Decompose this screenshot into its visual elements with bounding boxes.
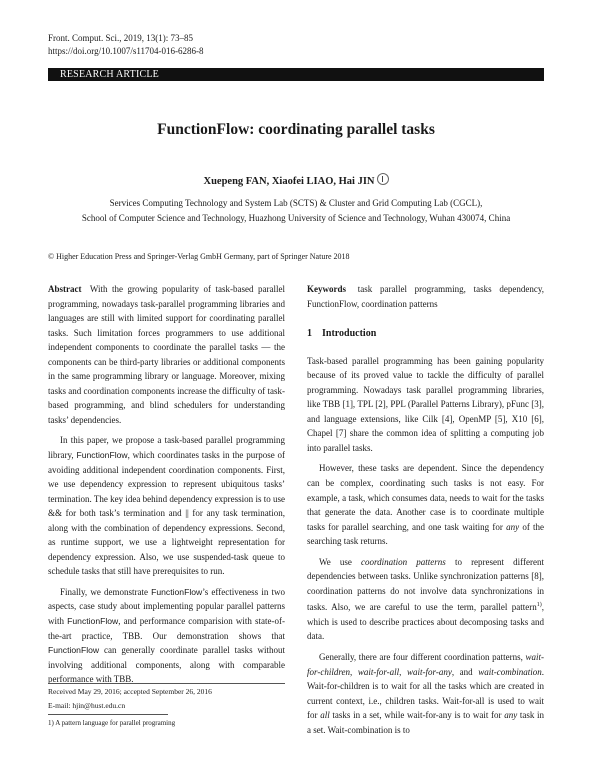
footnote-1: 1) A pattern language for parallel programing xyxy=(48,719,176,727)
orcid-icon[interactable] xyxy=(377,173,389,185)
article-type-banner xyxy=(48,68,544,81)
keywords-label: Keywords xyxy=(307,284,346,294)
author-list xyxy=(0,173,592,187)
intro-paragraph-1: Task-based parallel programming has been gaining popularity because of its proved value to tackle the difficulty of parallel programming. Nowadays task parallel programming libraries, like TBB [1], TPL [2], PPL (Parallel Patterns Library), pFunc [3], and language extensions, like Cilk [4], OpenMP [5], X10 [6], Chapel [7] share the common idea of splitting a computing job into parallel tasks. xyxy=(307,355,544,453)
abstract-paragraph-3: Finally, we demonstrate FunctionFlow’s effectiveness in two aspects, case study about implementing popular parallel patterns with FunctionFlow, and performance comparision with state-of-the-art practice, TBB. Our demonstration shows that FunctionFlow can generally coordinate parallel tasks without involving additional components, along with comparable performance with TBB. xyxy=(48,586,286,685)
author-names: Xuepeng FAN, Xiaofei LIAO, Hai JIN xyxy=(203,176,375,187)
footnote-rule xyxy=(48,683,285,684)
journal-citation: Front. Comput. Sci., 2019, 13(1): 73–85 xyxy=(48,33,194,43)
intro-paragraph-4: Generally, there are four different coordination patterns, wait-for-children, wait-for-all, wait-for-any, and wait-combination. Wait-for-children is to wait for all the tasks which are created in current context, i.e., children tasks. Wait-for-all is used to wait for all tasks in a set, while wait-for-any is to wait for any task in a set. Wait-combination is to xyxy=(307,652,545,735)
article-type-label: RESEARCH ARTICLE xyxy=(60,69,159,80)
paper-title: FunctionFlow: coordinating parallel tasks xyxy=(157,121,435,138)
corresponding-email[interactable]: E-mail: hjin@hust.edu.cn xyxy=(48,701,126,710)
intro-paragraph-3: We use coordination patterns to represent different dependencies between tasks. Unlike synchronization patterns [8], coordination patterns do not involve data synchronizations in tasks. Also, we are careful to use the term, parallel pattern$^{1)}$, which is used to describe practices about decomposing tasks and data. xyxy=(307,556,544,642)
affiliation-line-2: School of Computer Science and Technology, Huazhong University of Science and Technology, Wuhan 430074, China xyxy=(81,213,511,223)
right-column xyxy=(307,282,544,743)
abstract-paragraph-2: In this paper, we propose a task-based parallel programming library, FunctionFlow, which coordinates tasks in the purpose of avoiding additional independent coordination components. First, we use dependency expression to represent ubiquitous tasks’ termination. The key idea behind dependency expression is to use && for both task’s termination and || for any task termination, along with the combination of dependency expressions. Second, as runtime support, we use a lightweight representation for dependency expression. Also, we use suspended-task queue to schedule tasks that still have prerequisites to run. xyxy=(48,435,286,577)
section-heading-introduction: 1 Introduction xyxy=(307,328,377,340)
footnote-separator xyxy=(48,714,168,715)
doi-link[interactable]: https://doi.org/10.1007/s11704-016-6286-8 xyxy=(48,46,204,56)
left-column xyxy=(48,282,285,693)
intro-paragraph-2: However, these tasks are dependent. Since the dependency can be complex, coordinating such tasks is not easy. For example, a task, which consumes data, needs to wait for the tasks that generate the data. Another case is to coordinate multiple tasks for parallel searching, and one task waiting for any of the searching task returns. xyxy=(307,463,545,547)
copyright-notice: © Higher Education Press and Springer-Verlag GmbH Germany, part of Springer Nature 2018 xyxy=(48,252,350,261)
abstract-paragraph-1: Abstract With the growing popularity of task-based parallel programming, nowadays task-parallel programming libraries and languages are still with limited support for coordinating parallel tasks. Such limitation forces programmers to use additional independent components to coordinate the parallel tasks — the components can be third-party libraries or additional components in the same programming library or language. Moreover, mixing tasks and coordination components increase the difficulty of task-based programming, and blind schedulers for understanding tasks’ dependencies. xyxy=(48,284,285,425)
affiliation-line-1: Services Computing Technology and System Lab (SCTS) & Cluster and Grid Computing Lab (CGCL), xyxy=(109,198,483,208)
abstract-label: Abstract xyxy=(48,284,82,294)
received-dates: Received May 29, 2016; accepted September 26, 2016 xyxy=(48,687,212,696)
keywords: Keywords task parallel programming, tasks dependency, FunctionFlow, coordination patterns xyxy=(307,284,544,309)
